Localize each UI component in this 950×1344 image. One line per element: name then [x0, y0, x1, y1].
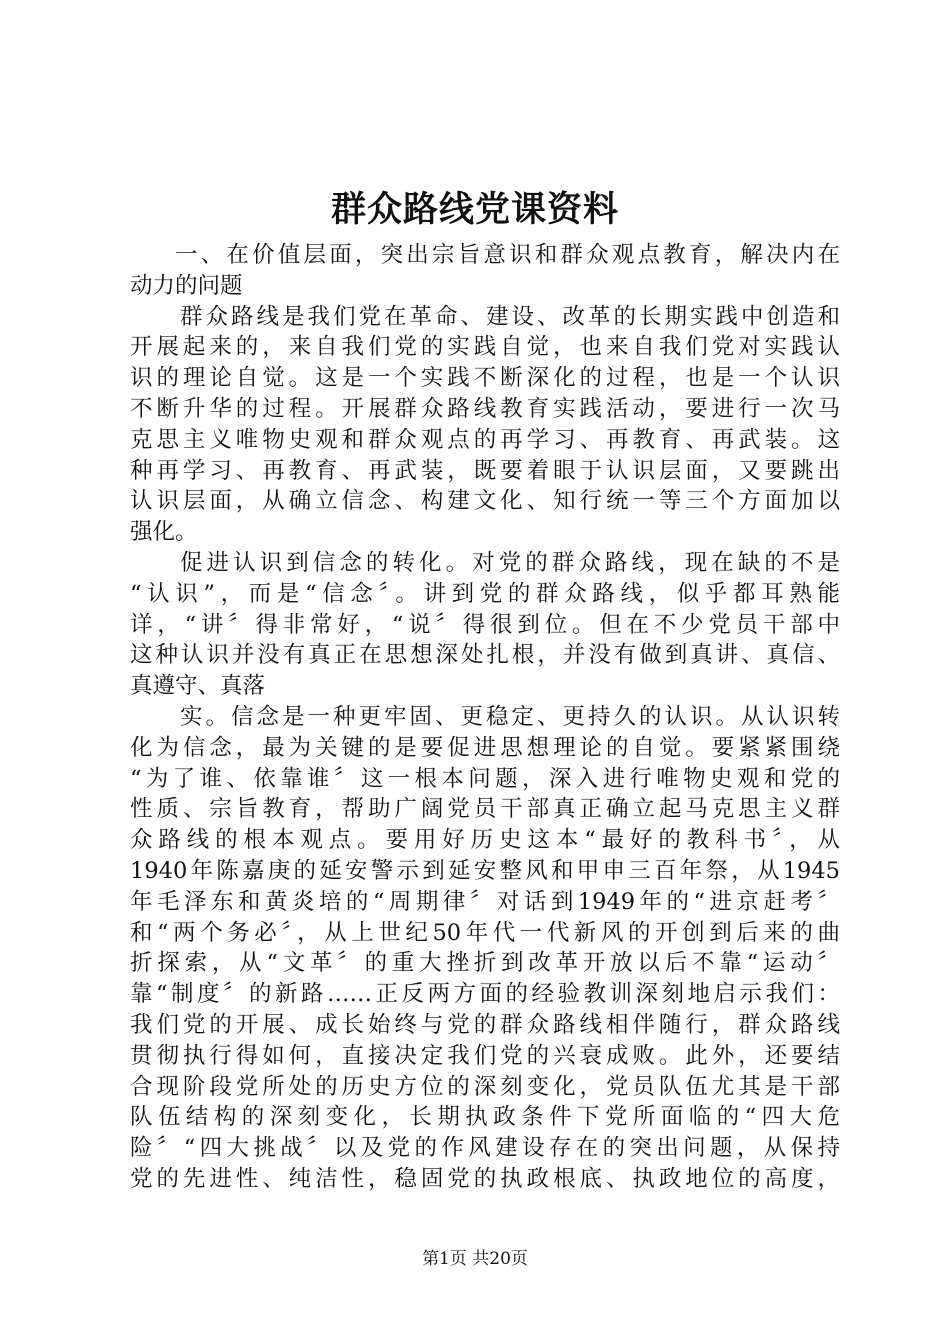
text-line: 一、在价值层面，突出宗旨意识和群众观点教育，解决内在 [175, 242, 840, 268]
text-line: 动力的问题 [130, 272, 243, 299]
text-line: 靠“制度〞的新路……正反两方面的经验教训深刻地启示我们： [130, 981, 840, 1008]
text-line: 党的先进性、纯洁性，稳固党的执政根底、执政地位的高度， [130, 1165, 840, 1192]
text-line: 1940年陈嘉庚的延安警示到延安整风和甲申三百年祭，从1945 [130, 857, 840, 884]
text-line: 克思主义唯物史观和群众观点的再学习、再教育、再武装。这 [130, 426, 840, 453]
text-line: 强化。 [130, 519, 198, 546]
text-line: 认识层面，从确立信念、构建文化、知行统一等三个方面加以 [130, 488, 840, 515]
text-line: 性质、宗旨教育，帮助广阔党员干部真正确立起马克思主义群 [130, 796, 840, 823]
text-line: 促进认识到信念的转化。对党的群众路线，现在缺的不是 [180, 549, 840, 576]
text-line: 我们党的开展、成长始终与党的群众路线相伴随行，群众路线 [130, 1011, 840, 1038]
text-line: 贯彻执行得如何，直接决定我们党的兴衰成败。此外，还要结 [130, 1042, 840, 1069]
text-line: 种再学习、再教育、再武装，既要着眼于认识层面，又要跳出 [130, 457, 840, 484]
text-line: 详，“讲〞得非常好，“说〞得很到位。但在不少党员干部中 [130, 611, 840, 638]
text-line: 群众路线是我们党在革命、建设、改革的长期实践中创造和 [180, 303, 840, 330]
text-line: 开展起来的，来自我们党的实践自觉，也来自我们党对实践认 [130, 334, 840, 361]
document-title: 群众路线党课资料 [330, 189, 619, 230]
text-line: 不断升华的过程。开展群众路线教育实践活动，要进行一次马 [130, 395, 840, 422]
text-line: 化为信念，最为关键的是要促进思想理论的自觉。要紧紧围绕 [130, 734, 840, 761]
text-line: “认识”，而是“信念〞。讲到党的群众路线，似乎都耳熟能 [130, 580, 840, 607]
page-number: 第1页 共20页 [422, 1249, 528, 1269]
text-line: 和“两个务必〞，从上世纪50年代一代新风的开创到后来的曲 [130, 919, 840, 946]
text-line: 合现阶段党所处的历史方位的深刻变化，党员队伍尤其是干部 [130, 1073, 840, 1100]
text-line: 实。信念是一种更牢固、更稳定、更持久的认识。从认识转 [180, 703, 840, 730]
text-line: 险〞“四大挑战〞以及党的作风建设存在的突出问题，从保持 [130, 1135, 840, 1162]
text-line: 众路线的根本观点。要用好历史这本“最好的教科书〞，从 [130, 827, 840, 854]
text-line: 年毛泽东和黄炎培的“周期律〞对话到1949年的“进京赶考〞 [130, 888, 840, 915]
text-line: 识的理论自觉。这是一个实践不断深化的过程，也是一个认识 [130, 365, 840, 392]
document-body [130, 240, 840, 1195]
text-line: “为了谁、依靠谁〞这一根本问题，深入进行唯物史观和党的 [130, 765, 840, 792]
text-line: 真遵守、真落 [130, 673, 266, 700]
text-line: 折探索，从“文革〞的重大挫折到改革开放以后不靠“运动〞 [130, 950, 840, 977]
text-line: 队伍结构的深刻变化，长期执政条件下党所面临的“四大危 [130, 1104, 840, 1131]
text-line: 这种认识并没有真正在思想深处扎根，并没有做到真讲、真信、 [130, 642, 840, 669]
